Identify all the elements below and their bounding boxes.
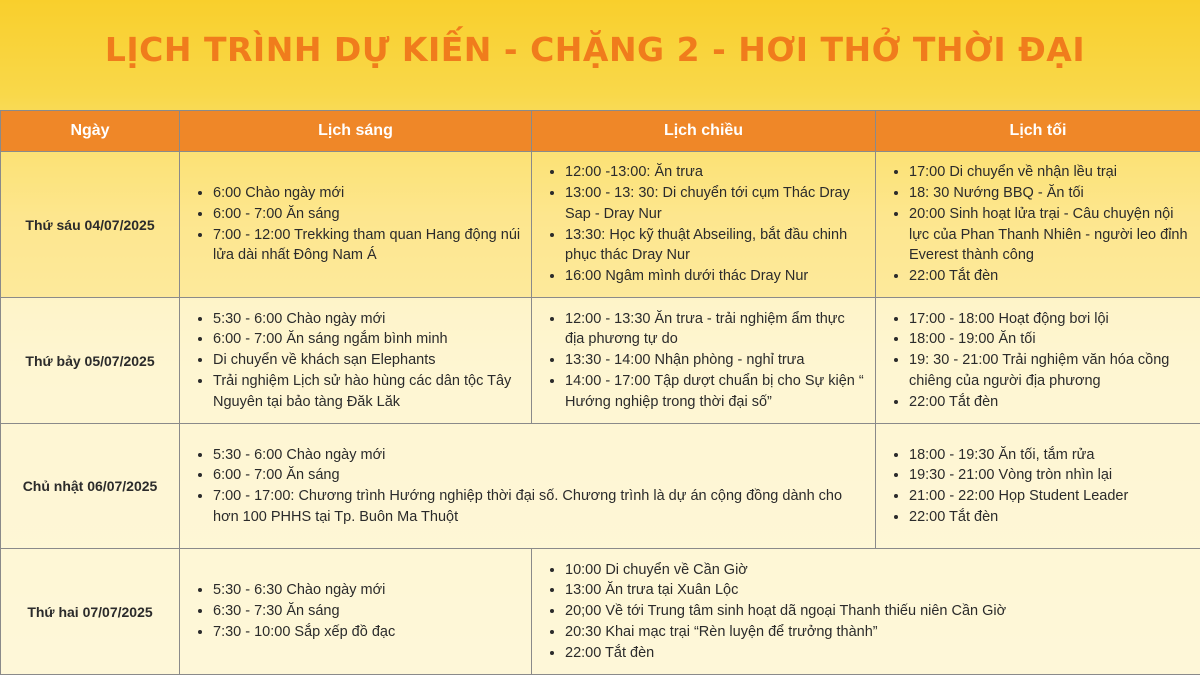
schedule-item: • 7:00 - 12:00 Trekking tham quan Hang động núi lửa dài nhất Đông Nam Á <box>213 225 523 266</box>
schedule-item: • 5:30 - 6:30 Chào ngày mới <box>213 580 523 601</box>
afternoon-cell <box>532 298 876 424</box>
schedule-item: • 6:00 - 7:00 Ăn sáng <box>213 465 867 486</box>
schedule-item: • 20;00 Về tới Trung tâm sinh hoạt dã ngoại Thanh thiếu niên Cần Giờ <box>565 601 1192 622</box>
header-row <box>1 111 1200 152</box>
schedule-item: • 17:00 - 18:00 Hoạt động bơi lội <box>909 309 1192 330</box>
schedule-item: • Di chuyển về khách sạn Elephants <box>213 350 523 371</box>
schedule-item: • 18: 30 Nướng BBQ - Ăn tối <box>909 183 1192 204</box>
schedule-item: • 6:30 - 7:30 Ăn sáng <box>213 601 523 622</box>
schedule-item: • 13:30: Học kỹ thuật Abseiling, bắt đầu chinh phục thác Dray Nur <box>565 225 867 266</box>
schedule-item: • 13:00 Ăn trưa tại Xuân Lộc <box>565 580 1192 601</box>
schedule-item: • 5:30 - 6:00 Chào ngày mới <box>213 445 867 466</box>
schedule-item: • 22:00 Tắt đèn <box>909 392 1192 413</box>
schedule-item: • 22:00 Tắt đèn <box>909 507 1192 528</box>
afternoon-evening-cell <box>532 549 1200 675</box>
schedule-item: • Trải nghiệm Lịch sử hào hùng các dân tộc Tây Nguyên tại bảo tàng Đăk Lăk <box>213 371 523 412</box>
header-afternoon: Lịch chiều <box>532 111 876 152</box>
evening-cell <box>876 152 1200 298</box>
schedule-item: • 20:00 Sinh hoạt lửa trại - Câu chuyện nội lực của Phan Thanh Nhiên - người leo đỉnh Everest thành công <box>909 204 1192 266</box>
schedule-item: • 19:30 - 21:00 Vòng tròn nhìn lại <box>909 465 1192 486</box>
schedule-item: • 7:00 - 17:00: Chương trình Hướng nghiệp thời đại số. Chương trình là dự án cộng đồng dành cho hơn 100 PHHS tại Tp. Buôn Ma Thuột <box>213 486 867 527</box>
afternoon-cell <box>532 152 876 298</box>
page-title: LỊCH TRÌNH DỰ KIẾN - CHẶNG 2 - HƠI THỞ THỜI ĐẠI <box>104 30 1086 69</box>
schedule-item: • 10:00 Di chuyển về Cần Giờ <box>565 560 1192 581</box>
header-evening: Lịch tối <box>876 111 1200 152</box>
schedule-item: • 13:00 - 13: 30: Di chuyển tới cụm Thác Dray Sap - Dray Nur <box>565 183 867 224</box>
schedule-item: • 18:00 - 19:30 Ăn tối, tắm rửa <box>909 445 1192 466</box>
schedule-item: • 12:00 - 13:30 Ăn trưa - trải nghiệm ẩm thực địa phương tự do <box>565 309 867 350</box>
day-cell: Thứ bảy 05/07/2025 <box>1 298 180 424</box>
schedule-item: • 12:00 -13:00: Ăn trưa <box>565 162 867 183</box>
schedule-item: • 20:30 Khai mạc trại “Rèn luyện để trưởng thành” <box>565 622 1192 643</box>
header-morning: Lịch sáng <box>180 111 532 152</box>
schedule-item: • 6:00 - 7:00 Ăn sáng ngắm bình minh <box>213 329 523 350</box>
table-row <box>1 549 1200 675</box>
schedule-item: • 13:30 - 14:00 Nhận phòng - nghỉ trưa <box>565 350 867 371</box>
header-day: Ngày <box>1 111 180 152</box>
schedule-item: • 16:00 Ngâm mình dưới thác Dray Nur <box>565 266 867 287</box>
table-row <box>1 424 1200 549</box>
day-cell: Thứ sáu 04/07/2025 <box>1 152 180 298</box>
schedule-item: • 18:00 - 19:00 Ăn tối <box>909 329 1192 350</box>
schedule-table <box>0 110 1200 675</box>
day-cell: Chủ nhật 06/07/2025 <box>1 424 180 549</box>
morning-cell <box>180 152 532 298</box>
schedule-item: • 14:00 - 17:00 Tập dượt chuẩn bị cho Sự kiện “ Hướng nghiệp trong thời đại số” <box>565 371 867 412</box>
schedule-item: • 22:00 Tắt đèn <box>909 266 1192 287</box>
evening-cell <box>876 424 1200 549</box>
schedule-item: • 21:00 - 22:00 Họp Student Leader <box>909 486 1192 507</box>
morning-cell <box>180 549 532 675</box>
morning-cell <box>180 298 532 424</box>
schedule-item: • 17:00 Di chuyển về nhận lều trại <box>909 162 1192 183</box>
schedule-item: • 5:30 - 6:00 Chào ngày mới <box>213 309 523 330</box>
schedule-item: • 7:30 - 10:00 Sắp xếp đồ đạc <box>213 622 523 643</box>
schedule-item: • 6:00 Chào ngày mới <box>213 183 523 204</box>
table-row <box>1 298 1200 424</box>
schedule-item: • 22:00 Tắt đèn <box>565 643 1192 664</box>
morning-afternoon-cell <box>180 424 876 549</box>
schedule-item: • 19: 30 - 21:00 Trải nghiệm văn hóa cồng chiêng của người địa phương <box>909 350 1192 391</box>
day-cell: Thứ hai 07/07/2025 <box>1 549 180 675</box>
evening-cell <box>876 298 1200 424</box>
table-row <box>1 152 1200 298</box>
schedule-item: • 6:00 - 7:00 Ăn sáng <box>213 204 523 225</box>
